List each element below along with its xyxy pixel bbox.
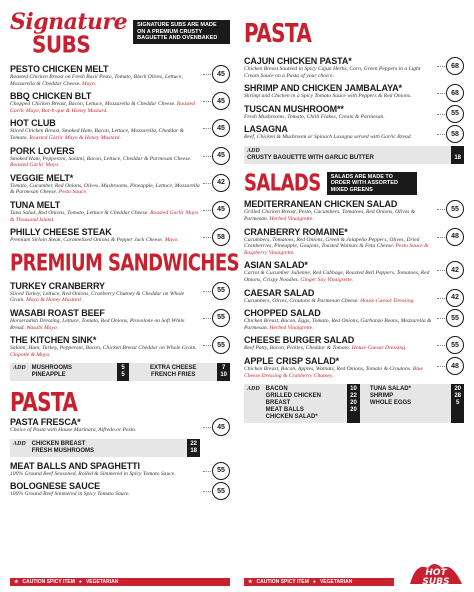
pasta-add-bar — [10, 439, 200, 457]
add-price: 18 — [454, 154, 461, 161]
add-label: ADD — [247, 386, 260, 393]
item-name: CAJUN CHICKEN PASTA* — [244, 56, 352, 66]
item-price: 55 — [212, 482, 230, 500]
add-price: 28 — [454, 393, 462, 400]
baguette-add-bar — [244, 146, 464, 164]
menu-item — [244, 335, 464, 352]
add-price: 5 — [456, 400, 460, 407]
signature-title-block: SUBS — [32, 30, 91, 59]
price-leader — [437, 318, 445, 319]
item-price: 55 — [212, 336, 230, 354]
add-item: SHRIMP — [369, 393, 394, 400]
left-column — [10, 9, 239, 498]
price-leader — [437, 114, 445, 115]
item-price: 45 — [212, 119, 230, 137]
item-name: ASIAN SALAD* — [244, 260, 308, 271]
item-sauce: Wasabi Mayo. — [26, 324, 59, 331]
add-label: ADD — [13, 365, 26, 372]
add-item: CHICKEN SALAD* — [265, 414, 318, 421]
item-price: 45 — [212, 418, 230, 436]
menu-item — [10, 461, 230, 478]
add-price: 20 — [454, 386, 462, 393]
pasta-right-items — [244, 56, 464, 141]
price-leader — [203, 128, 211, 129]
item-name: CAESAR SALAD — [244, 287, 315, 298]
add-item: PINEAPPLE — [31, 372, 66, 379]
item-description: Roasted Chicken Breast on Fresh Basil Pesto, Tomato, Black Olives, Lettuce, Mozzarella & Cheddar Cheese. Mayo. — [10, 74, 183, 87]
vegetarian-label: VEGETARIAN — [85, 579, 119, 585]
menu-item — [10, 200, 230, 223]
item-name: WASABI ROAST BEEF — [10, 307, 105, 318]
vegetarian-icon: ● — [78, 579, 82, 585]
item-name: CHOPPED SALAD — [244, 308, 321, 319]
price-leader — [203, 74, 211, 75]
item-price: 55 — [446, 200, 464, 218]
menu-item — [244, 288, 464, 305]
item-name: PESTO CHICKEN MELT — [10, 64, 109, 74]
price-leader — [437, 93, 445, 94]
logo-text-hot: HOT — [425, 568, 447, 578]
item-name: LASAGNA — [244, 124, 288, 135]
item-sauce: Ginger Soy Vinaigrette. — [300, 277, 354, 284]
caution-label: CAUTION SPICY ITEM — [22, 579, 75, 585]
price-leader — [203, 156, 211, 157]
menu-item — [244, 308, 464, 331]
item-name: BOLOGNESE SAUCE — [10, 481, 101, 492]
item-name: PASTA FRESCA* — [10, 417, 81, 428]
item-description: Carrot & Cucumber Julienne, Red Cabbage, Roasted Bell Peppers, Tomatoes, Red Onions, Crispy Noodles. Ginger Soy Vinaigrette. — [244, 270, 430, 284]
item-description: Cucumbers, Tomatoes, Red Onions, Green & Jalapeño Peppers, Olives, Dried Cranberries, Pineapple, Goujons, Toasted Walnuts & Feta Cheese. Pesto Sauce & Raspberry Vinaigrette. — [244, 236, 429, 256]
add-item: TUNA SALAD* — [369, 386, 411, 393]
price-leader — [437, 66, 445, 67]
menu-item — [244, 83, 464, 100]
footer-legend-left — [10, 578, 230, 586]
item-price: 55 — [446, 336, 464, 354]
right-column — [244, 12, 464, 423]
item-sauce: House Caesar Dressing. — [351, 345, 407, 352]
salads-title: SALADS — [244, 169, 321, 197]
price-leader — [203, 237, 211, 238]
item-price: 42 — [212, 174, 230, 192]
item-description: Beef, Chicken & Mushroom or Spinach Lasagna served with Garlic Bread. — [244, 134, 412, 141]
menu-item — [10, 281, 230, 304]
menu-item — [244, 227, 464, 257]
signature-header — [10, 9, 230, 59]
item-sauce: Blue Cheese Dressing & Cranberry Chutney. — [244, 366, 424, 379]
menu-item — [244, 199, 464, 222]
item-name: CRANBERRY ROMAINE* — [244, 226, 348, 237]
spicy-icon: ★ — [14, 579, 19, 585]
add-item: EXTRA CHEESE — [149, 365, 197, 372]
item-sauce: Mayo & Honey Mustard. — [26, 297, 83, 304]
salads-header — [244, 169, 464, 197]
menu-item — [10, 417, 230, 434]
item-description: Sliced Turkey, Lettuce, Red Onions, Cranberry Chutney & Cheddar on Whole Grain. Mayo & Honey Mustard. — [10, 290, 185, 304]
add-price: 22 — [350, 393, 357, 400]
item-name: MEDITERRANEAN CHICKEN SALAD — [244, 199, 398, 210]
item-name: HOT CLUB — [10, 118, 56, 129]
item-price: 55 — [212, 309, 230, 327]
item-sauce: Mayo. — [82, 80, 97, 87]
logo-text-subs: SUBS — [422, 577, 450, 587]
add-price: 5 — [121, 365, 125, 372]
item-name: CHEESE BURGER SALAD — [244, 335, 355, 346]
add-label: ADD — [13, 440, 26, 447]
item-description: Choice of Pasta with House Marinara, Alfredo or Pesto. — [10, 427, 137, 434]
item-name: THE KITCHEN SINK* — [10, 335, 97, 346]
item-name: VEGGIE MELT* — [10, 172, 74, 183]
signature-title-script: Signature — [10, 9, 128, 35]
price-leader — [203, 101, 211, 102]
item-description: Smoked Ham, Pepperoni, Salami, Bacon, Lettuce, Cheddar & Parmesan Cheese. Roasted Garlic Mayo. — [10, 155, 192, 169]
item-sauce: Roasted Garlic Mayo. — [10, 162, 60, 169]
price-leader — [203, 318, 211, 319]
item-sauce: House Caesar Dressing. — [360, 297, 415, 304]
item-price: 55 — [446, 309, 464, 327]
item-price: 45 — [212, 92, 230, 110]
item-sauce: Pesto Sauce. — [58, 189, 88, 196]
add-item: FRENCH FRIES — [150, 372, 196, 379]
premium-add-bar — [10, 363, 230, 381]
item-name: TUNA MELT — [10, 199, 61, 210]
signature-note: SIGNATURE SUBS ARE MADE ON A PREMIUM CRUSTY BAGUETTE AND OVENBAKED — [133, 20, 230, 44]
add-item: MEAT BALLS — [265, 407, 304, 414]
menu-item — [244, 124, 464, 141]
menu-item — [10, 481, 230, 498]
item-price: 48 — [446, 357, 464, 375]
add-price: 22 — [190, 440, 197, 447]
add-item: CRUSTY BAGUETTE WITH GARLIC BUTTER — [247, 154, 374, 161]
caution-label: CAUTION SPICY ITEM — [256, 579, 309, 585]
item-price: 48 — [446, 228, 464, 246]
item-name: MEAT BALLS AND SPAGHETTI — [10, 460, 140, 471]
item-description: Cucumbers, Olives, Croutons & Parmesan Cheese. House Caesar Dressing. — [244, 297, 415, 304]
add-price: 18 — [190, 447, 197, 454]
menu-item — [244, 356, 464, 379]
premium-items — [10, 281, 230, 359]
item-description: Salami, Ham, Turkey, Pepperoni, Bacon, Chicken Breast Cheddar on Whole Grain. Chipotle & Mayo. — [10, 345, 197, 358]
item-sauce: Herbed Vinaigrette. — [269, 216, 314, 223]
add-item: FRESH MUSHROOMS — [31, 447, 95, 454]
item-sauce: Chipotle & Mayo. — [10, 351, 51, 358]
item-description: 100% Ground Beef Simmered in Spicy Tomato Sauce. — [10, 491, 130, 498]
menu-item — [10, 91, 230, 114]
vegetarian-label: VEGETARIAN — [319, 579, 353, 585]
salads-note: SALADS ARE MADE TO ORDER WITH ASSORTED MIXED GREENS — [327, 172, 417, 196]
menu-item — [10, 146, 230, 169]
item-price: 68 — [446, 57, 464, 75]
item-sauce: Roasted Garlic Mayo & Thousand Island. — [10, 209, 199, 223]
add-price: 5 — [121, 372, 125, 379]
item-description: Chicken Breast, Bacon, Eggs, Tomato, Red Onions, Garbanzo Beans, Mozzarella & Parmesan. Herbed Vinaigrette. — [244, 318, 432, 331]
item-price: 58 — [212, 228, 230, 246]
item-description: Sliced Chicken Breast, Smoked Ham, Bacon, Lettuce, Mozzarella, Cheddar & Tomato. Roasted Garlic Mayo & Honey Mustard. — [10, 128, 184, 141]
add-price: 10 — [350, 386, 357, 393]
vegetarian-icon: ● — [312, 579, 316, 585]
pasta-left-items — [10, 417, 230, 434]
salad-items — [244, 199, 464, 379]
add-price: 10 — [220, 372, 228, 379]
item-price: 55 — [446, 105, 464, 123]
item-price: 55 — [212, 462, 230, 480]
price-leader — [203, 427, 211, 428]
menu-item — [244, 260, 464, 283]
item-price: 55 — [212, 282, 230, 300]
item-sauce: Mayo. — [164, 237, 179, 244]
price-leader — [203, 345, 211, 346]
item-sauce: Roasted Garlic Mayo & Honey Mustard. — [29, 134, 121, 141]
item-name: PORK LOVERS — [10, 145, 75, 156]
item-name: BBQ CHICKEN BLT — [10, 91, 92, 102]
item-description: Fresh Mushrooms, Tomato, Chilli Flakes, Cream & Parmesan. — [244, 113, 385, 120]
item-name: PHILLY CHEESE STEAK — [10, 227, 112, 238]
price-leader — [437, 366, 445, 367]
menu-item — [10, 173, 230, 196]
price-leader — [203, 183, 211, 184]
menu-item — [10, 118, 230, 141]
item-description: Beef Patty, Bacon, Pickles, Cheddar & Tomato. House Caesar Dressing. — [244, 345, 407, 352]
price-leader — [437, 209, 445, 210]
menu-item — [10, 335, 230, 358]
item-name: APPLE CRISP SALAD* — [244, 356, 340, 366]
pasta-right-title: PASTA — [244, 17, 312, 49]
add-item: MUSHROOMS — [31, 365, 73, 372]
item-description: Chicken Breast Sautéed in Spicy Cajun Herbs, Corn, Green Peppers in a Light Cream Sauce on a Pasta of your choice. — [244, 66, 421, 79]
price-leader — [203, 471, 211, 472]
price-leader — [437, 345, 445, 346]
item-description: Premium Sirloin Steak, Caramelized Onions & Pepper Jack Cheese. Mayo. — [10, 237, 179, 244]
item-sauce: Pesto Sauce & Raspberry Vinaigrette. — [244, 243, 429, 256]
item-price: 42 — [446, 289, 464, 307]
item-name: TUSCAN MUSHROOM** — [244, 103, 344, 114]
price-leader — [203, 210, 211, 211]
menu-item — [10, 308, 230, 331]
item-price: 42 — [446, 261, 464, 279]
add-price: 20 — [350, 400, 357, 407]
signature-items — [10, 64, 230, 244]
add-item: CHICKEN BREAST — [31, 440, 86, 447]
menu-item — [10, 64, 230, 87]
price-leader — [437, 237, 445, 238]
price-leader — [437, 298, 445, 299]
item-price: 45 — [212, 147, 230, 165]
menu-item — [244, 56, 464, 79]
signature-title — [10, 9, 128, 59]
item-description: Tuna Salad, Red Onions, Tomato, Lettuce & Cheddar Cheese. Roasted Garlic Mayo & Thousand Island. — [10, 209, 199, 223]
add-label: ADD — [247, 147, 260, 154]
price-leader — [437, 134, 445, 135]
price-leader — [203, 491, 211, 492]
add-item: BACON — [265, 386, 288, 393]
item-description: Horseradish Dressing, Lettuce, Tomato, Red Onions, Provolone on Soft White Bread. Wasabi Mayo. — [10, 317, 185, 331]
item-price: 45 — [212, 201, 230, 219]
add-price: 20 — [350, 407, 357, 414]
item-description: Chicken Breast, Bacon, Apples, Walnuts, Red Onions, Tomato & Croutons. Blue Cheese Dressing & Cranberry Chutney. — [244, 366, 424, 379]
item-description: Chopped Chicken Breast, Bacon, Lettuce, Mozzarella & Cheddar Cheese. Roasted Garlic Mayo, Bar-b-que & Honey Mustard. — [10, 101, 195, 114]
hot-subs-logo — [406, 558, 466, 588]
item-price: 58 — [446, 125, 464, 143]
item-price: 45 — [212, 65, 230, 83]
add-price: 7 — [222, 365, 226, 372]
item-description: 100% Ground Beef Seasoned, Rolled & Simmered in Spicy Tomato Sauce. — [10, 470, 176, 477]
spicy-icon: ★ — [248, 579, 253, 585]
item-description: Grilled Chicken Breast, Pesto, Cucumbers, Tomatoes, Red Onions, Olives & Parmesan. Herbed Vinaigrette. — [244, 209, 416, 223]
item-sauce: Herbed Vinaigrette. — [269, 324, 314, 331]
item-price: 68 — [446, 84, 464, 102]
price-leader — [203, 291, 211, 292]
menu-item — [244, 104, 464, 121]
item-name: SHRIMP AND CHICKEN JAMBALAYA* — [244, 83, 402, 94]
pasta-left-items-more — [10, 461, 230, 498]
item-name: TURKEY CRANBERRY — [10, 280, 105, 291]
item-description: Tomato, Cucumber, Red Onions, Olives, Mushrooms, Pineapple, Lettuce, Mozzarella & Parmesan Cheese. Pesto Sauce. — [10, 182, 200, 196]
menu-item — [10, 227, 230, 244]
premium-title: PREMIUM SANDWICHES — [10, 249, 239, 277]
price-leader — [437, 270, 445, 271]
add-item: WHOLE EGGS — [369, 400, 412, 407]
salads-add-bar — [244, 384, 464, 423]
pasta-left-title: PASTA — [10, 386, 78, 418]
item-sauce: Roasted Garlic Mayo, Bar-b-que & Honey Mustard. — [10, 101, 195, 114]
add-item: GRILLED CHICKEN BREAST — [265, 393, 322, 407]
item-description: Shrimp and Chicken in a Spicy Tomato Sauce with Peppers & Red Onions. — [244, 93, 412, 100]
footer-legend-right — [244, 578, 394, 586]
